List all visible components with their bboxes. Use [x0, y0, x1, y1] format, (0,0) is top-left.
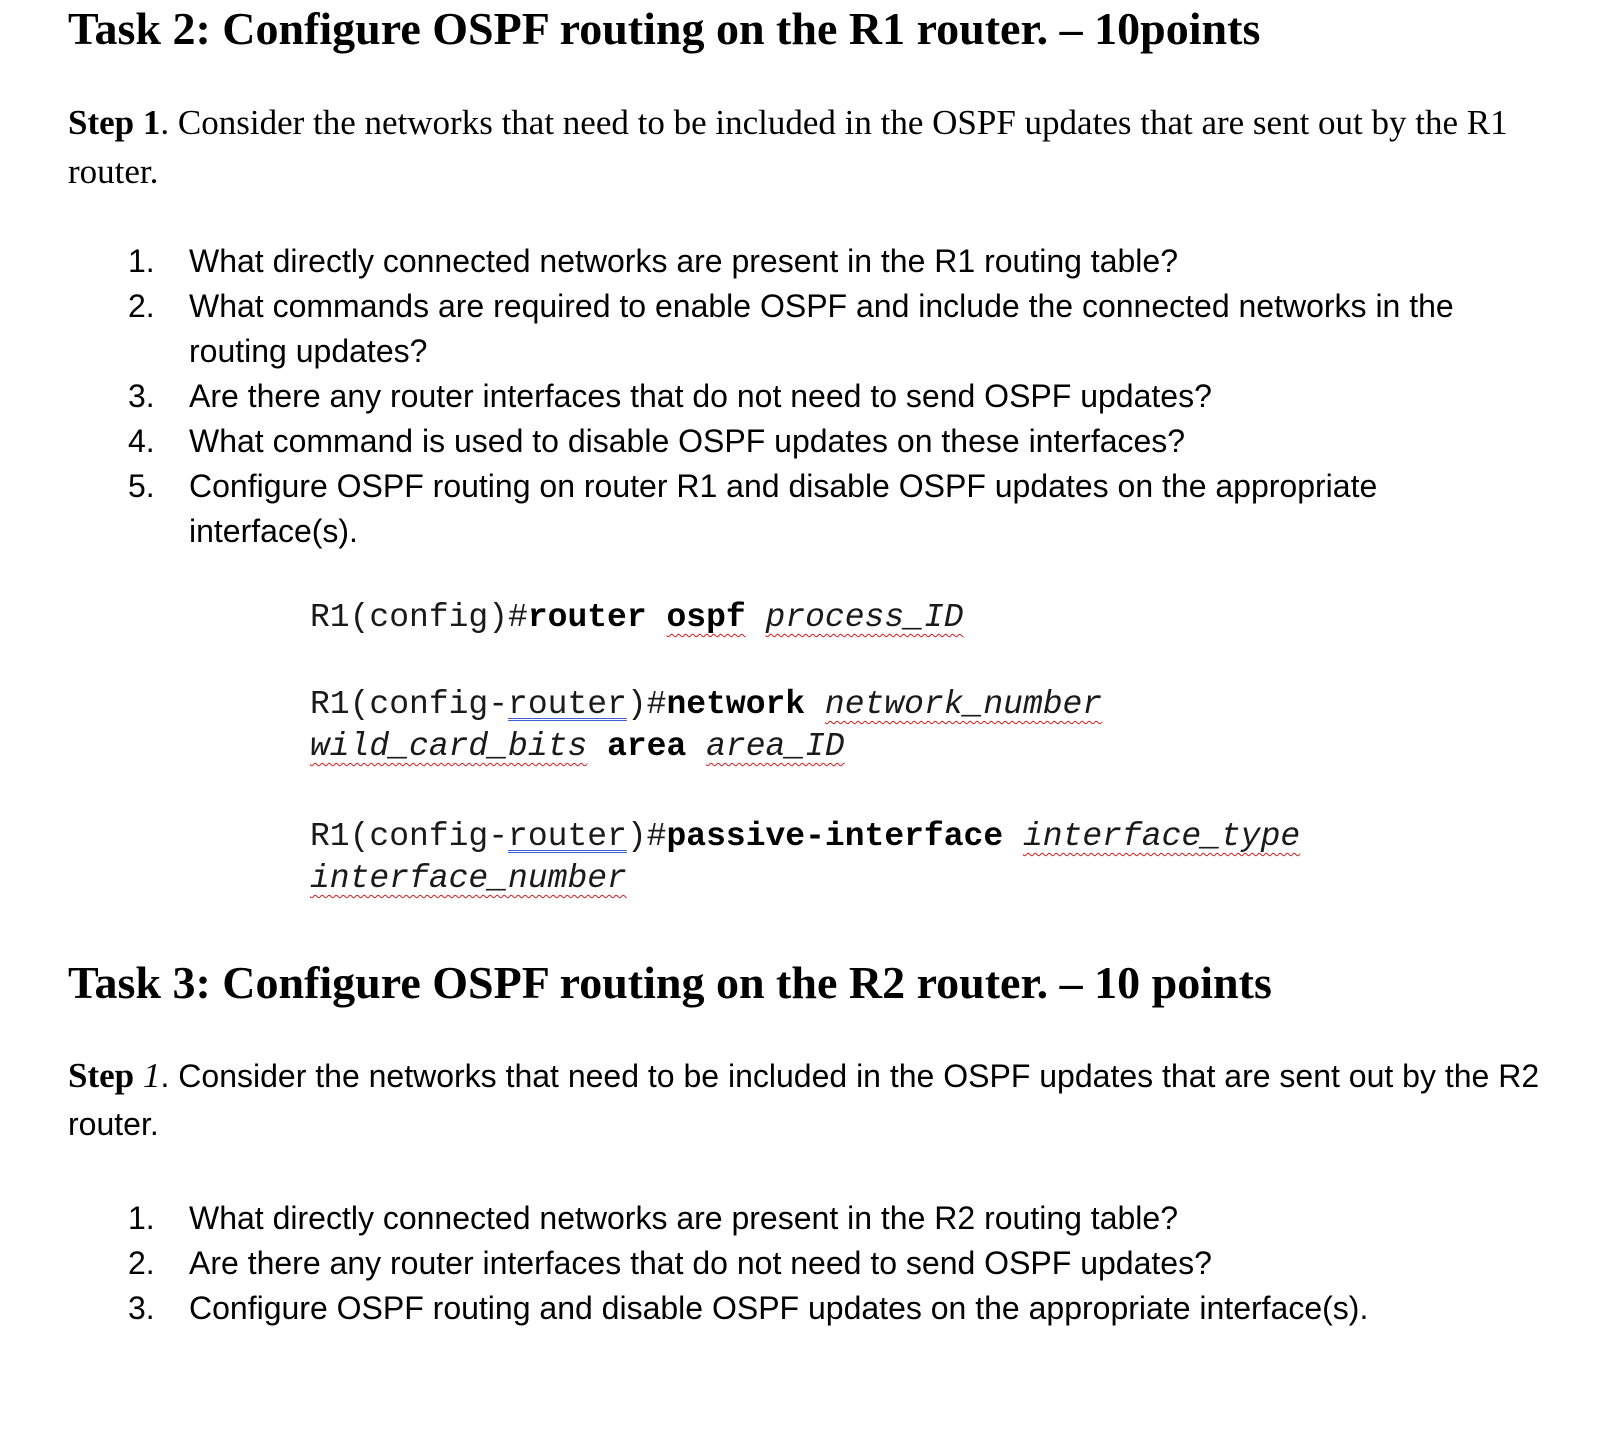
task3-step1: [68, 1052, 1568, 1148]
list-item-text: Are there any router interfaces that do not need to send OSPF updates?: [189, 378, 1212, 414]
list-item: [0, 464, 1529, 554]
command-argument: area_ID: [706, 728, 845, 765]
list-item-number: 3.: [128, 378, 155, 414]
task3-step1-label: Step: [68, 1056, 135, 1095]
task2-step1: [68, 98, 1568, 196]
command-keyword: router: [527, 599, 647, 636]
task2-question-list: [0, 239, 1529, 554]
command-argument: network_number: [824, 686, 1103, 723]
command-prompt: )#: [626, 686, 667, 723]
task3-question-list: [0, 1196, 1529, 1331]
command-keyword: area: [607, 728, 687, 765]
list-item-number: 1.: [128, 243, 155, 279]
command-prompt: R1(config)#: [310, 599, 528, 636]
command-argument: wild_card_bits: [310, 728, 588, 765]
command-argument: interface_number: [310, 860, 627, 897]
list-item-text: What commands are required to enable OSPF and include the connected networks in the routing updates?: [189, 288, 1454, 369]
task2-step1-label: Step 1: [68, 103, 161, 142]
command-keyword: ospf: [666, 599, 746, 636]
command-prompt: R1(config-: [310, 818, 509, 855]
command-prompt: R1(config-: [310, 686, 509, 723]
list-item-text: What directly connected networks are present in the R1 routing table?: [189, 243, 1178, 279]
list-item: [0, 419, 1529, 464]
command-passive-interface: [310, 816, 1300, 900]
list-item-number: 2.: [128, 1245, 155, 1281]
list-item-text: Are there any router interfaces that do not need to send OSPF updates?: [189, 1245, 1212, 1281]
command-network: [310, 684, 1102, 768]
list-item-number: 2.: [128, 288, 155, 324]
list-item: [0, 284, 1529, 374]
list-item-number: 3.: [128, 1290, 155, 1326]
command-prompt-router: router: [508, 818, 627, 855]
list-item-text: Configure OSPF routing on router R1 and disable OSPF updates on the appropriate interface(s).: [189, 468, 1378, 549]
list-item-text: What directly connected networks are present in the R2 routing table?: [189, 1200, 1178, 1236]
list-item-text: Configure OSPF routing and disable OSPF updates on the appropriate interface(s).: [189, 1290, 1369, 1326]
list-item-number: 1.: [128, 1200, 155, 1236]
list-item: [0, 1196, 1529, 1241]
list-item-text: What command is used to disable OSPF updates on these interfaces?: [189, 423, 1186, 459]
list-item: [0, 1286, 1529, 1331]
task3-step1-number: 1: [143, 1056, 161, 1095]
list-item-number: 5.: [128, 468, 155, 504]
list-item: [0, 1241, 1529, 1286]
command-keyword: network: [666, 686, 806, 723]
command-prompt-router: router: [508, 686, 627, 723]
list-item: [0, 239, 1529, 284]
task3-heading: Task 3: Configure OSPF routing on the R2 router. – 10 points: [68, 957, 1272, 1008]
task3-step1-text: . Consider the networks that need to be included in the OSPF updates that are sent out by the R2 router.: [68, 1058, 1540, 1142]
command-router-ospf: [310, 597, 964, 639]
command-prompt: )#: [626, 818, 667, 855]
task2-heading: Task 2: Configure OSPF routing on the R1 router. – 10points: [68, 3, 1261, 54]
command-argument: process_ID: [765, 599, 964, 636]
command-keyword: passive-interface: [666, 818, 1004, 855]
list-item-number: 4.: [128, 423, 155, 459]
task2-step1-text: . Consider the networks that need to be included in the OSPF updates that are sent out by the R1 router.: [68, 103, 1508, 191]
command-argument: interface_type: [1022, 818, 1301, 855]
list-item: [0, 374, 1529, 419]
